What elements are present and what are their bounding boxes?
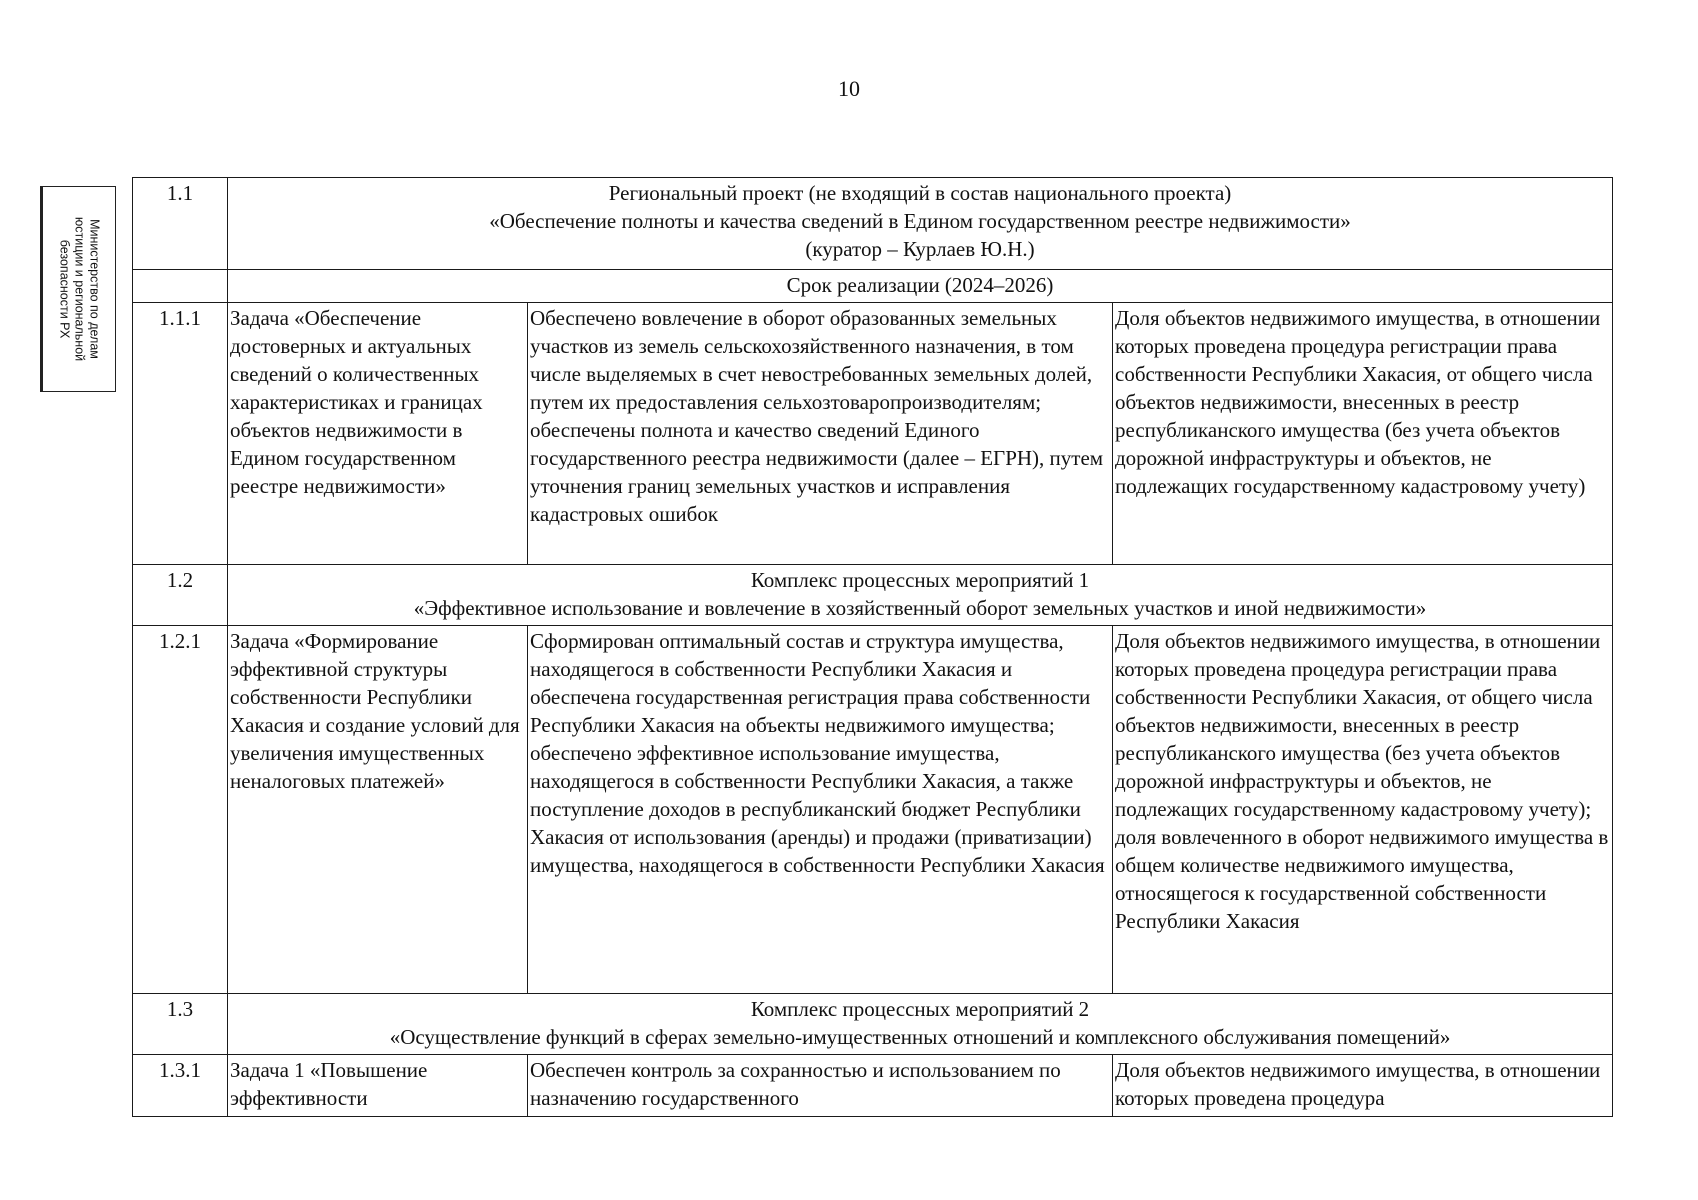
section-title-line: «Обеспечение полноты и качества сведений в Едином государственном реестре недвижимости» [489,209,1351,233]
table-row [133,565,1613,626]
row-number: 1.1.1 [133,303,228,565]
section-title-line: Комплекс процессных мероприятий 1 [750,568,1090,592]
table-row [133,1055,1613,1117]
section-title-line: (куратор – Курлаев Ю.Н.) [805,237,1035,261]
section-title [228,178,1613,270]
registration-stamp [40,186,116,392]
registration-stamp-text [57,186,102,392]
table-row [133,626,1613,994]
table-row [133,270,1613,303]
table-row [133,303,1613,565]
section-title [228,994,1613,1055]
indicator-cell: Доля объектов недвижимого имущества, в отношении которых проведена процедура [1113,1055,1613,1117]
program-structure-table [132,177,1613,1117]
stamp-line: юстиции и региональной [72,216,87,362]
page-number: 10 [838,76,860,101]
result-cell: Сформирован оптимальный состав и структура имущества, находящегося в собственности Республики Хакасия и обеспечена государственная регистрация права собственности Республики Хакасия на объекты недвижимого имущества; обеспечено эффективное использование имущества, находящегося в собственности Республики Хакасия, а также поступление доходов в республиканский бюджет Республики Хакасия от использования (аренды) и продажи (приватизации) имущества, находящегося в собственности Республики Хакасия [528,626,1113,994]
section-title-line: «Осуществление функций в сферах земельно-имущественных отношений и комплексного обслуживания помещений» [389,1025,1451,1049]
table-row [133,178,1613,270]
task-cell: Задача «Формирование эффективной структуры собственности Республики Хакасия и создание условий для увеличения имущественных неналоговых платежей» [228,626,528,994]
empty-cell [133,270,228,303]
indicator-cell: Доля объектов недвижимого имущества, в отношении которых проведена процедура регистрации права собственности Республики Хакасия, от общего числа объектов недвижимости, внесенных в реестр республиканского имущества (без учета объектов дорожной инфраструктуры и объектов, не подлежащих государственному кадастровому учету) [1113,303,1613,565]
task-cell: Задача 1 «Повышение эффективности [228,1055,528,1117]
task-cell: Задача «Обеспечение достоверных и актуальных сведений о количественных характеристиках и границах объектов недвижимости в Едином государственном реестре недвижимости» [228,303,528,565]
row-number: 1.3.1 [133,1055,228,1117]
section-title-line: Региональный проект (не входящий в состав национального проекта) [608,181,1232,205]
stamp-line: безопасности РХ [57,239,72,339]
stamp-line: Министерство по делам [87,219,102,359]
row-number: 1.1 [133,178,228,270]
section-title-line: Комплекс процессных мероприятий 2 [750,997,1090,1021]
table-row [133,994,1613,1055]
row-number: 1.2 [133,565,228,626]
section-title [228,565,1613,626]
indicator-cell: Доля объектов недвижимого имущества, в отношении которых проведена процедура регистрации права собственности Республики Хакасия, от общего числа объектов недвижимости, внесенных в реестр республиканского имущества (без учета объектов дорожной инфраструктуры и объектов, не подлежащих государственному кадастровому учету); доля вовлеченного в оборот недвижимого имущества в общем количестве недвижимого имущества, относящегося к государственной собственности Республики Хакасия [1113,626,1613,994]
result-cell: Обеспечен контроль за сохранностью и использованием по назначению государственного [528,1055,1113,1117]
row-number: 1.3 [133,994,228,1055]
row-number: 1.2.1 [133,626,228,994]
result-cell: Обеспечено вовлечение в оборот образованных земельных участков из земель сельскохозяйственного назначения, в том числе выделяемых в счет невостребованных земельных долей, путем их предоставления сельхозтоваропроизводителям; обеспечены полнота и качество сведений Единого государственного реестра недвижимости (далее – ЕГРН), путем уточнения границ земельных участков и исправления кадастровых ошибок [528,303,1113,565]
implementation-term: Срок реализации (2024–2026) [228,270,1613,303]
section-title-line: «Эффективное использование и вовлечение в хозяйственный оборот земельных участков и иной недвижимости» [413,596,1427,620]
